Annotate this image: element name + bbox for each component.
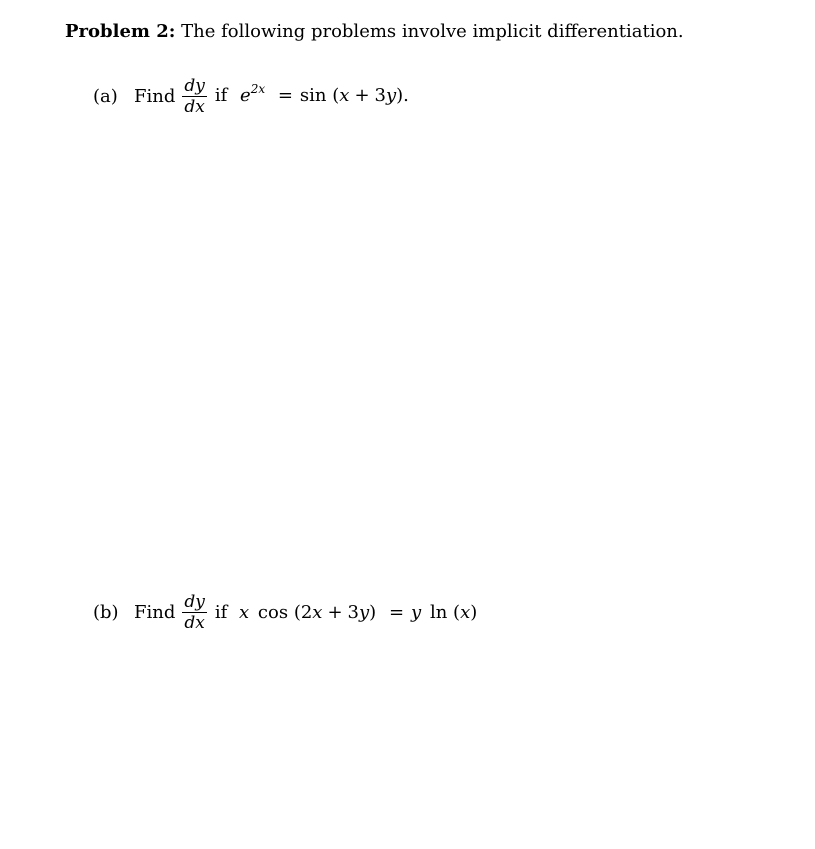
close-paren-period: ). <box>396 85 409 106</box>
part-b-find-text: Find <box>134 601 176 623</box>
part-a <box>93 76 409 117</box>
var-x-arg: x <box>460 601 471 623</box>
exponent: 2x <box>250 82 266 96</box>
part-a-derivative-fraction <box>182 76 207 117</box>
cos-func: cos <box>257 601 289 623</box>
var-y: y <box>385 85 397 106</box>
exp-base: e <box>240 85 251 106</box>
coef-3: 3 <box>347 601 359 623</box>
problem-number: Problem 2: <box>65 21 176 42</box>
close-paren: ) <box>470 601 478 623</box>
problem-header <box>65 19 684 45</box>
fraction-numerator: dy <box>184 592 205 612</box>
plus-sign: + <box>327 601 343 623</box>
open-paren: ( <box>293 601 301 623</box>
part-a-find-text: Find <box>134 85 176 107</box>
fraction-numerator: dy <box>184 76 205 96</box>
part-b-equation <box>215 601 477 625</box>
fraction-denominator: dx <box>184 613 205 633</box>
part-b <box>93 592 477 633</box>
open-paren: ( <box>453 601 461 623</box>
ln-func: ln <box>429 601 448 623</box>
var-x-inner: x <box>312 601 323 623</box>
if-text: if <box>214 85 228 106</box>
coef-2: 2 <box>300 601 313 623</box>
equals-sign: = <box>388 601 405 623</box>
part-a-label: (a) <box>93 85 118 107</box>
open-paren: ( <box>332 85 340 106</box>
equals-sign: = <box>277 85 293 106</box>
var-x: x <box>239 601 250 623</box>
var-x: x <box>339 85 350 106</box>
problem-description: The following problems involve implicit differentiation. <box>181 21 684 42</box>
var-y-inner: y <box>359 601 370 623</box>
if-text: if <box>214 601 228 623</box>
fraction-denominator: dx <box>184 97 205 117</box>
part-b-derivative-fraction <box>182 592 207 633</box>
plus-sign: + <box>354 85 370 106</box>
close-paren: ) <box>369 601 377 623</box>
var-y: y <box>411 601 422 623</box>
sin-func: sin <box>299 85 327 106</box>
coef-3: 3 <box>374 85 386 106</box>
part-a-equation <box>215 84 409 109</box>
part-b-label: (b) <box>93 601 119 623</box>
